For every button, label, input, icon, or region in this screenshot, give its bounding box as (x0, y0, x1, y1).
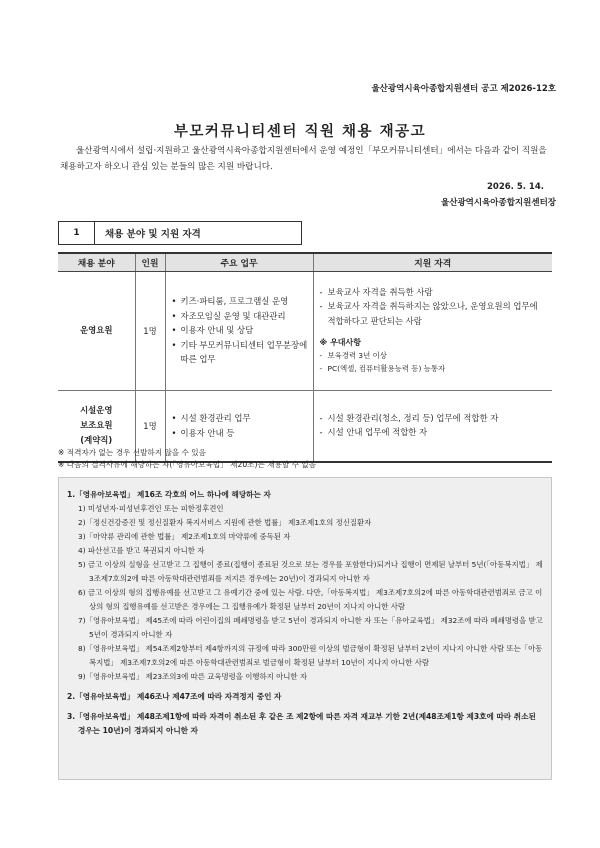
field-line: 시설운영 (80, 405, 113, 416)
header-field: 채용 분야 (58, 253, 135, 271)
list-item: 5) 금고 이상의 실형을 선고받고 그 집행이 종료(집행이 종료된 것으로 보는 경우를 포함한다)되거나 집행이 면제된 날부터 5년(「아동복지법」 제3조제7호의2에 따른 아동학대관련범죄를 저지른 경우에는 20년)이 경과되지 아니한 자 (78, 560, 543, 583)
list-item: 1) 미성년자·피성년후견인 또는 피한정후견인 (78, 504, 224, 513)
note-line: ※ 적격자가 없는 경우 선발하지 않을 수 있음 (58, 448, 206, 457)
disqualification-heading: 3.「영유아보육법」 제48조제1항에 따라 자격이 취소된 후 같은 조 제2항에 따른 자격 재교부 기한 2년(제48조제1항 제3호에 따라 취소된 경우는 10년)이 경과되지 아니한 자 (67, 712, 536, 735)
field-line: 보조요원 (80, 420, 113, 431)
header-qualifications: 지원 자격 (313, 253, 552, 271)
duty-item: • 이용자 안내 등 (172, 426, 309, 441)
disqualification-heading: 1.「영유아보육법」 제16조 각호의 어느 하나에 해당하는 자 (67, 490, 271, 499)
disqualification-box (58, 477, 552, 780)
intro-paragraph: 울산광역시에서 설립·지원하고 울산광역시육아종합지원센터에서 운영 예정인「부모커뮤니티센터」에서는 다음과 같이 직원을 채용하고자 하오니 관심 있는 분들의 많은 지원 바랍니다. (60, 146, 547, 172)
organization-name: 울산광역시육아종합지원센터장 (441, 198, 556, 208)
notice-date: 2026. 5. 14. (486, 182, 544, 192)
notes (58, 447, 316, 471)
job-duties (165, 271, 313, 390)
section-header (58, 221, 302, 245)
duty-item: • 기타 부모커뮤니티센터 업무분장에 따른 업무 (172, 338, 309, 367)
duty-item: • 시설 환경관리 업무 (172, 411, 309, 426)
recruitment-table (58, 252, 552, 463)
preference-title: ※ 우대사항 (319, 338, 361, 348)
job-qualifications (313, 271, 552, 390)
header-duties: 주요 업무 (165, 253, 313, 271)
qualification-item: - 보육교사 자격을 취득하지는 않았으나, 운영요원의 업무에 적합하다고 판단되는 사람 (320, 299, 549, 328)
disqualification-heading: 2.「영유아보육법」 제46조나 제47조에 따라 자격정지 중인 자 (67, 692, 282, 701)
job-qualifications (313, 390, 552, 462)
qualification-item: - 시설 환경관리(청소, 정리 등) 업무에 적합한 자 (320, 411, 549, 426)
field-line: (계약직) (80, 435, 113, 446)
job-count: 1명 (135, 390, 165, 462)
preference-item: - PC(엑셀, 컴퓨터활용능력 등) 능통자 (320, 362, 549, 375)
header-count: 인원 (135, 253, 165, 271)
qualification-item: - 시설 안내 업무에 적합한 자 (320, 425, 549, 440)
duty-item: • 자조모임실 운영 및 대관관리 (172, 309, 309, 324)
list-item: 8)「영유아보육법」 제54조제2항부터 제4항까지의 규정에 따라 300만원 이상의 벌금형이 확정된 날부터 2년이 지나지 아니한 사람 또는「아동복지법」 제3조제7호의2에 따른 아동학대관련범죄로 벌금형이 확정된 날부터 10년이 지나지 아니한 사람 (78, 644, 543, 667)
preference-item: - 보육경력 3년 이상 (320, 349, 549, 362)
job-count: 1명 (135, 271, 165, 390)
page-title: 부모커뮤니티센터 직원 채용 재공고 (173, 124, 427, 140)
list-item: 6) 금고 이상의 형의 집행유예를 선고받고 그 유예기간 중에 있는 사람. 다만,「아동복지법」 제3조제7호의2에 따른 아동학대관련범죄로 금고 이상의 형의 집행유예를 선고받은 경우에는 그 집행유예가 확정된 날부터 20년이 지나지 아니한 사람 (78, 588, 543, 611)
list-item: 2)「정신건강증진 및 정신질환자 복지서비스 지원에 관한 법률」 제3조제1호의 정신질환자 (78, 518, 372, 527)
notice-number: 울산광역시육아종합지원센터 공고 제2026-12호 (371, 84, 556, 94)
table-row (58, 271, 552, 390)
duty-item: • 키즈·파티룸, 프로그램실 운영 (172, 294, 309, 309)
list-item: 9)「영유아보육법」 제23조의3에 따른 교육명령을 이행하지 아니한 자 (78, 672, 308, 681)
section-title: 채용 분야 및 지원 자격 (105, 229, 201, 240)
qualification-item: - 보육교사 자격을 취득한 사람 (320, 285, 549, 300)
table-header-row (58, 253, 552, 271)
note-line: ※ 다음의 결격사유에 해당하는 자(「영유아보육법」 제20조)는 채용할 수 없음 (58, 460, 317, 469)
list-item: 3)「마약류 관리에 관한 법률」 제2조제1호의 마약류에 중독된 자 (78, 532, 291, 541)
list-item: 7)「영유아보육법」 제45조에 따라 어린이집의 폐쇄명령을 받고 5년이 경과되지 아니한 자 또는「유아교육법」 제32조에 따라 폐쇄명령을 받고 5년이 경과되지 아니한 자 (78, 616, 543, 639)
job-field: 운영요원 (58, 271, 135, 390)
section-number: 1 (59, 222, 95, 244)
list-item: 4) 파산선고를 받고 복권되지 아니한 자 (78, 546, 205, 555)
duty-item: • 이용자 안내 및 상담 (172, 323, 309, 338)
